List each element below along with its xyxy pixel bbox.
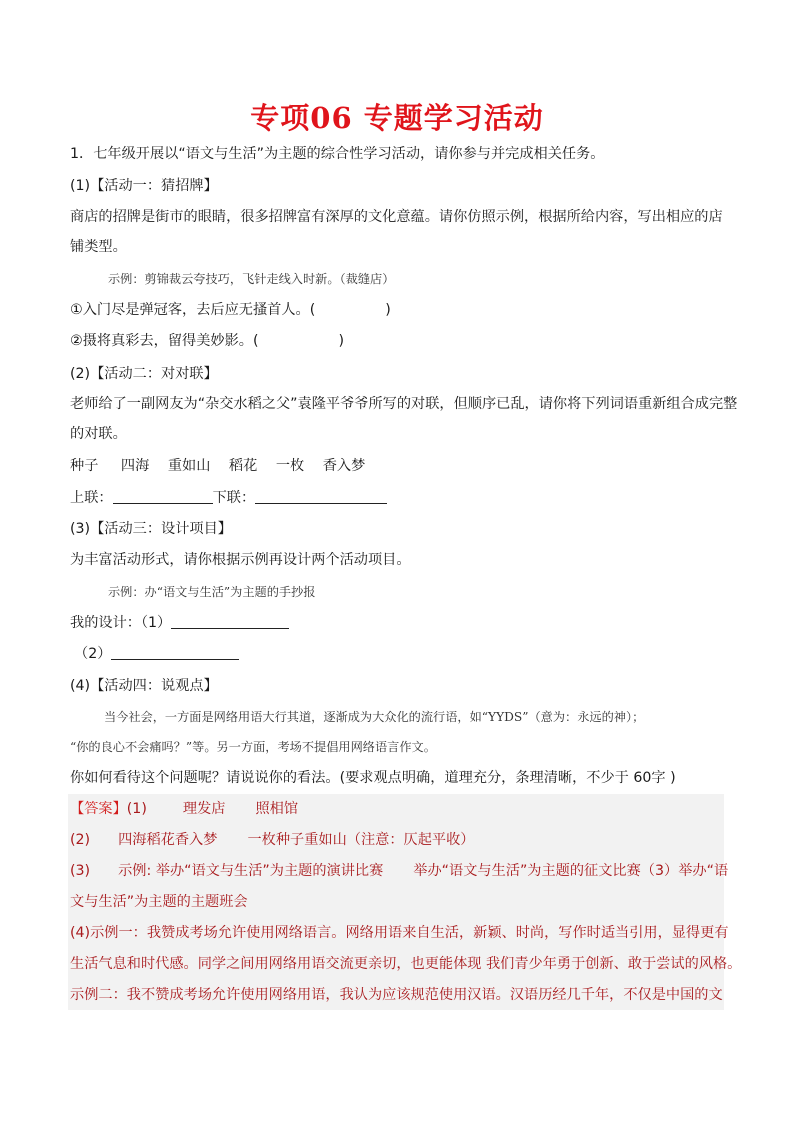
answer-line-3-cont: 文与生活”为主题的主题班会 [70, 894, 248, 910]
question-stem: 1．七年级开展以“语文与生活”为主题的综合性学习活动，请你参与并完成相关任务。 [70, 146, 605, 162]
lower-couplet-blank[interactable] [255, 489, 387, 504]
item2-close: ) [338, 333, 345, 349]
page-title: 专项06 专题学习活动 [250, 101, 544, 135]
answer-num: (3) [70, 863, 91, 879]
design2-label: （2） [74, 646, 112, 662]
design-line-2 [74, 644, 239, 664]
upper-couplet-label: 上联： [70, 490, 113, 506]
activity4-material: 当今社会，一方面是网络用语大行其道，逐渐成为大众化的流行语，如“YYDS”（意为：永远的神）； [104, 710, 645, 724]
answer-value: 举办“语文与生活”为主题的征文比赛（3）举办“语 [413, 863, 729, 879]
answer-line-1 [70, 799, 298, 819]
answer-value: 照相馆 [255, 801, 299, 817]
activity4-heading: (4)【活动四：说观点】 [70, 678, 218, 694]
design1-blank[interactable] [171, 614, 289, 629]
answer-value: 一枚种子重如山（注意：仄起平收） [247, 832, 475, 848]
answer-line-4: (4)示例一：我赞成考场允许使用网络语言。网络用语来自生活，新颖、时尚，写作时适当引用，显得更有 [70, 925, 729, 941]
word: 种子 [70, 458, 99, 474]
word: 稻花 [228, 458, 258, 474]
activity2-text-cont: 的对联。 [70, 426, 127, 442]
design2-blank[interactable] [111, 645, 239, 660]
activity1-example: 示例：剪锦裁云夸技巧，飞针走线入时新。（裁缝店） [108, 272, 395, 286]
answer-line-4-example2: 示例二：我不赞成考场允许使用网络用语，我认为应该规范使用汉语。汉语历经几千年，不仅是中国的文 [70, 987, 723, 1003]
answer-key-label: 【答案】 [70, 801, 127, 817]
word: 重如山 [167, 458, 211, 474]
item2-text: ②摄将真彩去，留得美妙影。( [70, 333, 259, 349]
activity1-item1 [70, 300, 391, 320]
design1-label: 我的设计：（1） [70, 615, 172, 631]
activity3-example: 示例：办“语文与生活”为主题的手抄报 [108, 585, 316, 599]
answer-value: 四海稻花香入梦 [118, 832, 218, 848]
activity4-question: 你如何看待这个问题呢？请说说你的看法。(要求观点明确，道理充分，条理清晰，不少于 60字 ) [70, 770, 676, 786]
design-line-1 [70, 613, 289, 633]
answer-value: 示例: 举办“语文与生活”为主题的演讲比赛 [118, 863, 384, 879]
answer-line-4-cont: 生活气息和时代感。同学之间用网络用语交流更亲切，也更能体现 我们青少年勇于创新、敢于尝试的风格。 [70, 956, 742, 972]
activity4-material-cont: “你的良心不会痛吗？”等。另一方面，考场不提倡用网络语言作文。 [70, 740, 436, 754]
activity2-heading: (2)【活动二：对对联】 [70, 366, 218, 382]
word: 四海 [120, 458, 150, 474]
item1-close: ) [385, 302, 391, 318]
word: 香入梦 [322, 458, 366, 474]
activity1-text: 商店的招牌是街市的眼睛，很多招牌富有深厚的文化意蕴。请你仿照示例，根据所给内容，写出相应的店 [70, 209, 723, 225]
item1-text: ①入门尽是弹冠客，去后应无搔首人。( [70, 302, 316, 318]
answer-line-2 [70, 830, 474, 850]
word: 一枚 [275, 458, 305, 474]
activity1-heading: (1)【活动一：猜招牌】 [70, 178, 218, 194]
answer-num: (2) [70, 832, 91, 848]
upper-couplet-blank[interactable] [113, 489, 213, 504]
answer-num: (1) [126, 801, 147, 817]
lower-couplet-label: 下联： [212, 490, 256, 506]
answer-line-3 [70, 861, 728, 881]
activity3-heading: (3)【活动三：设计项目】 [70, 521, 232, 537]
activity1-item2 [70, 331, 344, 351]
activity2-text: 老师给了一副网友为“杂交水稻之父”袁隆平爷爷所写的对联，但顺序已乱，请你将下列词语重新组合成完整 [70, 396, 738, 412]
answer-value: 理发店 [182, 801, 226, 817]
couplet-answer-line [70, 488, 387, 508]
activity3-text: 为丰富活动形式，请你根据示例再设计两个活动项目。 [70, 552, 411, 568]
activity1-text-cont: 铺类型。 [70, 239, 127, 255]
word-list [70, 456, 365, 476]
